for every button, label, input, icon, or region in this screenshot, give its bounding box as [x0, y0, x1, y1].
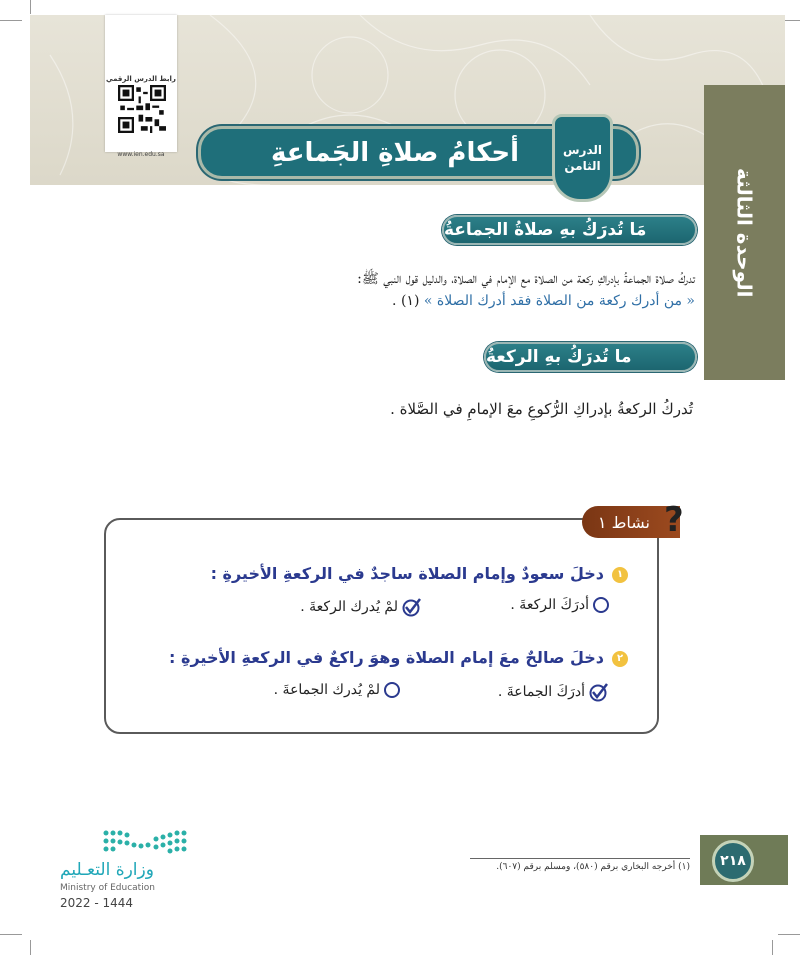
footnote-divider: [470, 858, 690, 859]
qr-label: رابط الدرس الرقمي: [106, 75, 176, 83]
section-heading-1: مَا تُدرَكُ بهِ صلاةُ الجماعةُ: [442, 215, 697, 245]
lesson-title: أحكامُ صلاةِ الجَماعةِ: [270, 137, 520, 168]
unit-label: الوحدة الثالثة: [732, 167, 757, 298]
ministry-name-ar: وزارة التعـليم: [60, 860, 154, 880]
checked-radio-icon[interactable]: [589, 682, 609, 702]
crop-mark: [772, 940, 773, 955]
crop-mark: [0, 20, 22, 21]
lesson-badge-line2: الثامن: [564, 159, 601, 173]
q2-option-b-label: لمْ يُدرك الجماعةَ .: [273, 682, 380, 698]
section-1-body: تدركُ صلاة الجماعةُ بإدراكِ ركعة من الصلاة مع الإمام في الصلاة، والدليل قول النبي ﷺ:: [357, 271, 695, 287]
crop-mark: [30, 0, 31, 14]
footnote: (١) أخرجه البخاري برقم (٥٨٠)، ومسلم برقم (٦٠٧).: [496, 862, 690, 872]
footnote-ref: (١) .: [392, 293, 420, 309]
hadith-quote: « من أدرك ركعة من الصلاة فقد أدرك الصلاة »: [423, 293, 695, 309]
page-number: ٢١٨: [712, 840, 754, 882]
question-mark-icon: ?: [664, 500, 684, 540]
lesson-badge: [552, 114, 613, 202]
section-1-text: [100, 268, 695, 312]
crop-mark: [30, 940, 31, 955]
q1-option-a-label: أدرَكَ الركعةَ .: [510, 597, 589, 613]
q1-option-b[interactable]: [272, 597, 422, 617]
question-1-text: دخلَ سعودٌ وإمام الصلاة ساجدٌ في الركعةِ الأخيرةِ :: [210, 564, 604, 583]
qr-card[interactable]: [105, 15, 177, 158]
activity-tag: نشاط ١: [582, 506, 680, 538]
crop-mark: [778, 934, 800, 935]
question-2-number: ٢: [612, 651, 628, 667]
checked-radio-icon[interactable]: [402, 597, 422, 617]
section-heading-2: ما تُدرَكُ بهِ الركعةُ: [484, 342, 697, 372]
radio-empty-icon[interactable]: [593, 597, 609, 613]
qr-url[interactable]: www.ien.edu.sa: [117, 151, 165, 158]
q1-option-a[interactable]: [484, 597, 609, 613]
section-2-text: تُدركُ الركعةُ بإدراكِ الرُّكوعِ معَ الإمامِ في الصَّلاة .: [390, 400, 693, 418]
question-1-number: ١: [612, 567, 628, 583]
crop-mark: [0, 934, 22, 935]
question-2-text: دخلَ صالحٌ معَ إمام الصلاة وهوَ راكعٌ في الركعةِ الأخيرةِ :: [169, 648, 604, 667]
ministry-year: 2022 - 1444: [60, 896, 134, 910]
q2-option-b[interactable]: [250, 682, 400, 698]
question-1: [150, 564, 628, 583]
qr-code-icon[interactable]: [118, 85, 166, 133]
radio-empty-icon[interactable]: [384, 682, 400, 698]
ministry-name-en: Ministry of Education: [60, 883, 155, 893]
question-2: [150, 648, 628, 667]
q2-option-a-label: أدرَكَ الجماعةَ .: [497, 684, 585, 700]
lesson-badge-line1: الدرس: [562, 143, 603, 157]
ministry-logo-icon: [100, 825, 190, 857]
q1-option-b-label: لمْ يُدرك الركعةَ .: [300, 599, 398, 615]
q2-option-a[interactable]: [484, 682, 609, 702]
